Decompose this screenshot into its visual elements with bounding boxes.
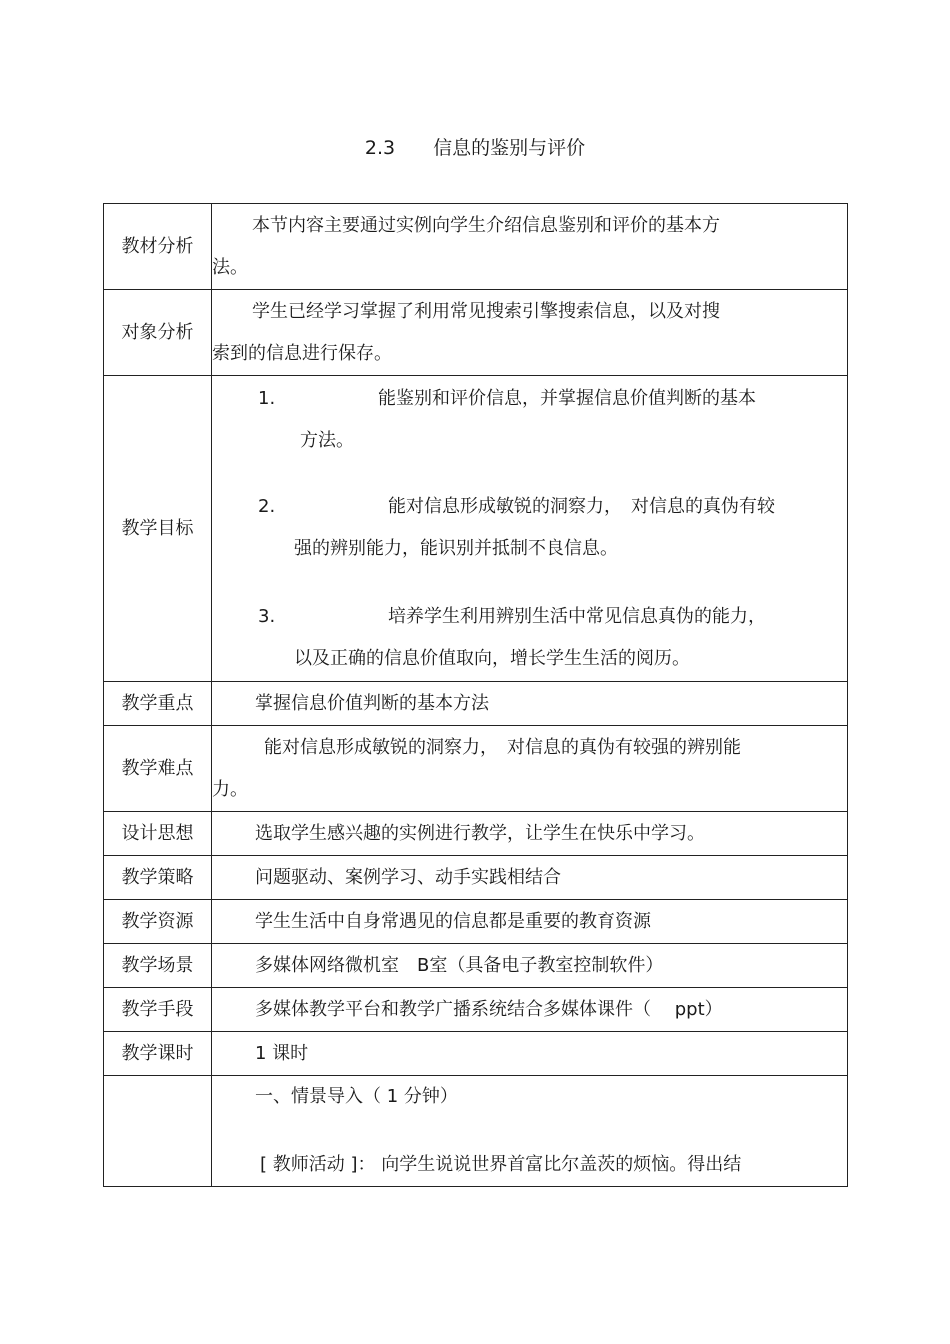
goal-item: 1. 能鉴别和评价信息，并掌握信息价值判断的基本 [258, 387, 756, 409]
row-label: 教学策略 [104, 856, 212, 900]
row-content [212, 1076, 848, 1187]
row-content: 掌握信息价值判断的基本方法 [212, 682, 848, 726]
content-line: 能对信息形成敏锐的洞察力， 对信息的真伪有较强的辨别能 [264, 736, 741, 758]
row-label [104, 1076, 212, 1187]
table-row [104, 376, 848, 682]
section-heading: 一、情景导入（ 1 分钟） [255, 1086, 458, 1107]
teacher-activity: [ 教师活动 ]： 向学生说说世界首富比尔盖茨的烦恼。得出结 [260, 1154, 742, 1175]
table-row [104, 682, 848, 726]
table-row [104, 900, 848, 944]
row-label: 教学课时 [104, 1032, 212, 1076]
row-label: 教学难点 [104, 726, 212, 812]
row-content [212, 376, 848, 682]
goal-item: 3. 培养学生利用辨别生活中常见信息真伪的能力， [258, 605, 766, 627]
row-label: 教材分析 [104, 204, 212, 290]
row-label: 对象分析 [104, 290, 212, 376]
row-label: 教学目标 [104, 376, 212, 682]
row-content: 问题驱动、案例学习、动手实践相结合 [212, 856, 848, 900]
section-title: 信息的鉴别与评价 [433, 137, 586, 159]
table-row [104, 856, 848, 900]
row-label: 教学资源 [104, 900, 212, 944]
content-line: 法。 [212, 256, 248, 278]
goal-continuation: 强的辨别能力，能识别并抵制不良信息。 [294, 537, 618, 559]
row-content [212, 204, 848, 290]
row-content: 多媒体教学平台和教学广播系统结合多媒体课件（ ppt） [212, 988, 848, 1032]
row-content: 选取学生感兴趣的实例进行教学，让学生在快乐中学习。 [212, 812, 848, 856]
content-line: 本节内容主要通过实例向学生介绍信息鉴别和评价的基本方 [252, 214, 720, 236]
section-number: 2.3 [364, 137, 396, 159]
row-content [212, 726, 848, 812]
table-row [104, 944, 848, 988]
goal-continuation: 以及正确的信息价值取向，增长学生生活的阅历。 [294, 647, 690, 669]
table-row [104, 1076, 848, 1187]
row-label: 教学重点 [104, 682, 212, 726]
table-row [104, 1032, 848, 1076]
row-label: 教学手段 [104, 988, 212, 1032]
table-row [104, 988, 848, 1032]
row-content [212, 290, 848, 376]
row-content: 学生生活中自身常遇见的信息都是重要的教育资源 [212, 900, 848, 944]
lesson-plan-table [103, 203, 848, 1187]
table-row [104, 726, 848, 812]
content-line: 学生已经学习掌握了利用常见搜索引擎搜索信息，以及对搜 [252, 300, 720, 322]
row-label: 设计思想 [104, 812, 212, 856]
table-row [104, 812, 848, 856]
row-label: 教学场景 [104, 944, 212, 988]
content-line: 力。 [212, 778, 248, 800]
goal-continuation: 方法。 [300, 429, 354, 451]
row-content: 1 课时 [212, 1032, 848, 1076]
goal-item: 2. 能对信息形成敏锐的洞察力， 对信息的真伪有较 [258, 495, 775, 517]
row-content: 多媒体网络微机室 B室（具备电子教室控制软件） [212, 944, 848, 988]
content-line: 索到的信息进行保存。 [212, 342, 392, 364]
table-row [104, 204, 848, 290]
table-row [104, 290, 848, 376]
page-title [0, 135, 950, 161]
